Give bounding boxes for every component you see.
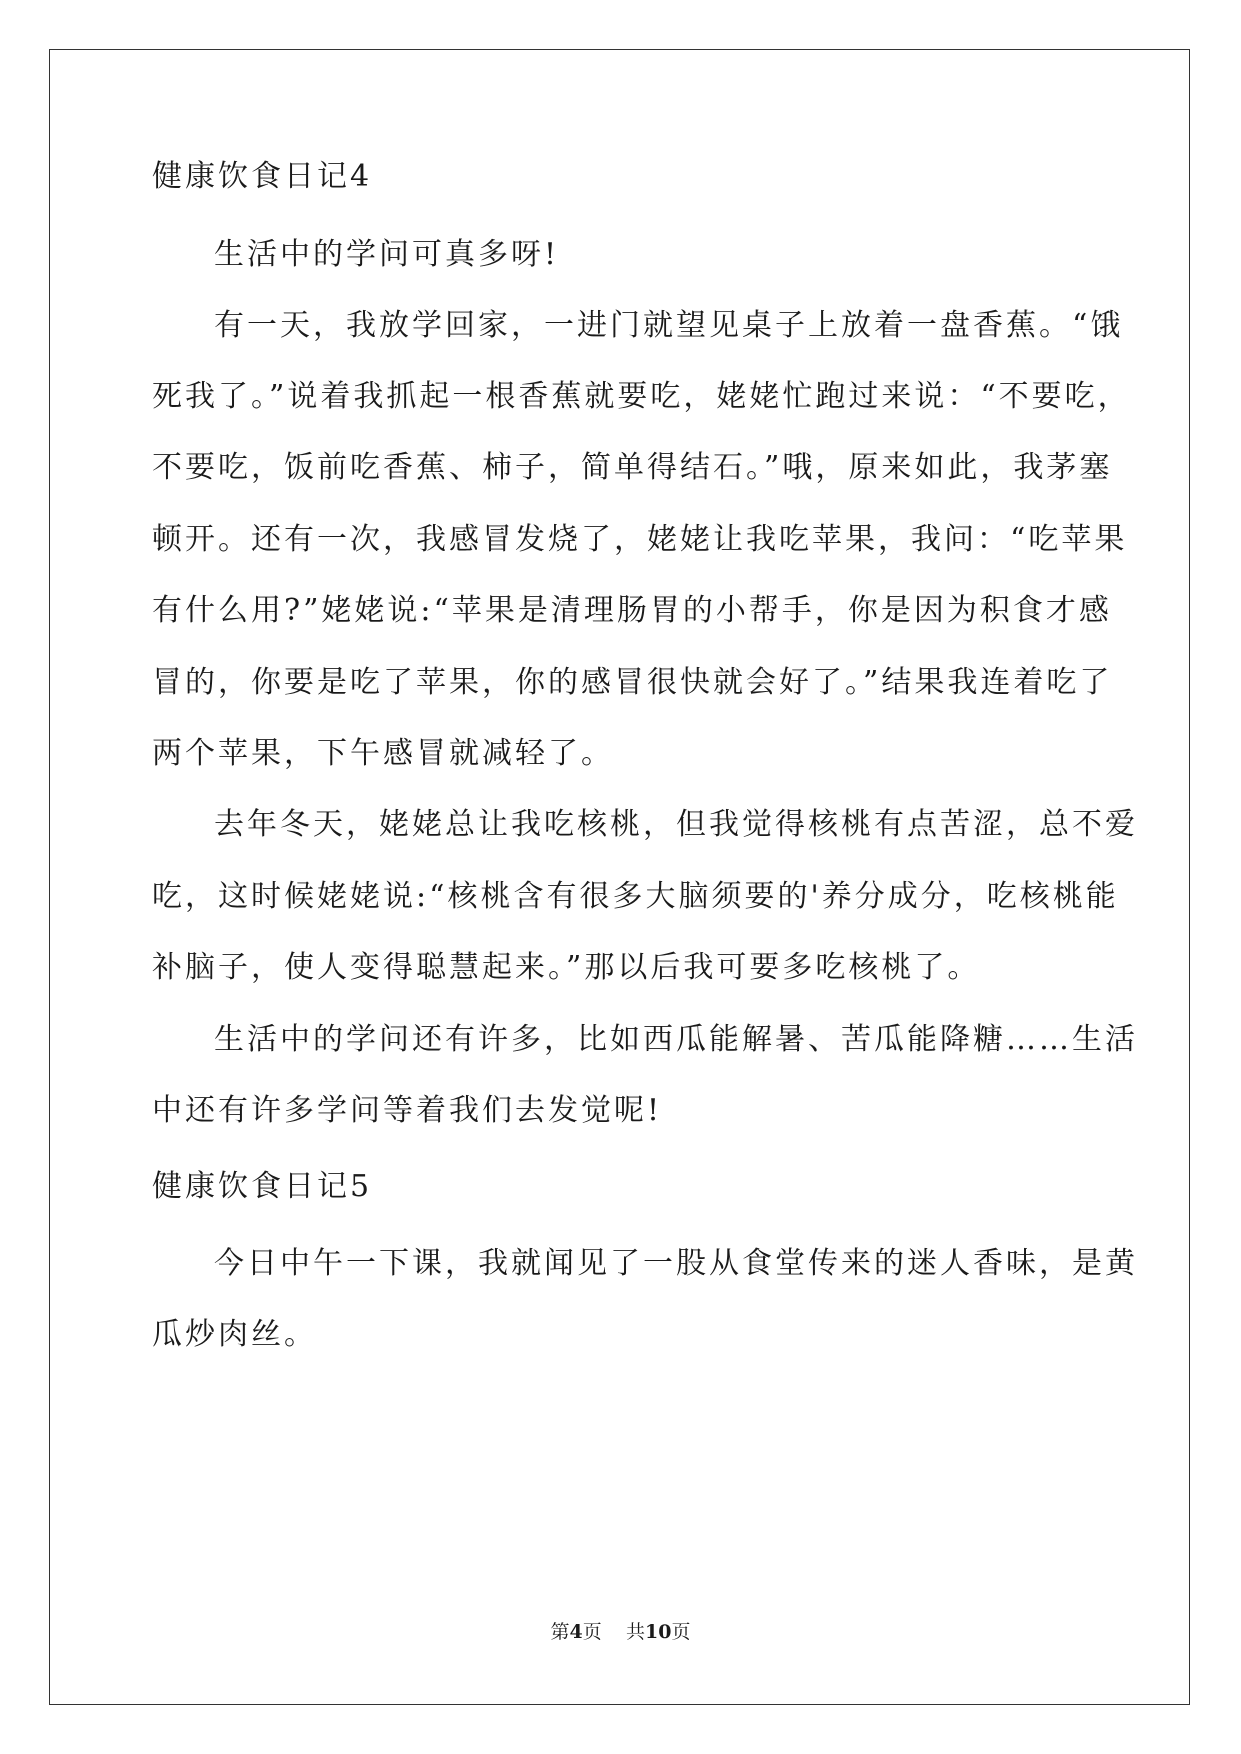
total-pages: 10 <box>644 1621 672 1643</box>
paragraph-line: 去年冬天，姥姥总让我吃核桃，但我觉得核桃有点苦涩，总不爱 <box>214 807 1138 842</box>
paragraph-line: 今日中午一下课，我就闻见了一股从食堂传来的迷人香味，是黄 <box>214 1246 1138 1281</box>
paragraph-line: 顿开。还有一次，我感冒发烧了，姥姥让我吃苹果，我问：“吃苹果 <box>152 522 1128 557</box>
paragraph-line: 有一天，我放学回家，一进门就望见桌子上放着一盘香蕉。“饿 <box>214 308 1124 343</box>
paragraph-line: 冒的，你要是吃了苹果，你的感冒很快就会好了。”结果我连着吃了 <box>152 665 1113 700</box>
footer-total-suffix: 页 <box>671 1621 691 1643</box>
paragraph-line: 吃，这时候姥姥说:“核桃含有很多大脑须要的'养分成分，吃核桃能 <box>152 879 1119 914</box>
paragraph-line: 两个苹果，下午感冒就减轻了。 <box>152 736 614 771</box>
section-heading-5: 健康饮食日记5 <box>152 1169 373 1204</box>
paragraph-line: 中还有许多学问等着我们去发觉呢! <box>152 1093 663 1128</box>
paragraph-line: 瓜炒肉丝。 <box>152 1317 317 1352</box>
paragraph-line: 死我了。”说着我抓起一根香蕉就要吃，姥姥忙跑过来说：“不要吃， <box>152 379 1131 414</box>
paragraph-line: 有什么用?”姥姥说:“苹果是清理肠胃的小帮手，你是因为积食才感 <box>152 593 1112 628</box>
paragraph-line: 生活中的学问还有许多，比如西瓜能解暑、苦瓜能降糖……生活 <box>214 1022 1138 1057</box>
paragraph-line: 补脑子，使人变得聪慧起来。”那以后我可要多吃核桃了。 <box>152 950 981 985</box>
footer-page-suffix: 页 <box>582 1621 602 1643</box>
footer-total-prefix: 共 <box>625 1621 645 1643</box>
paragraph-line: 不要吃，饭前吃香蕉、柿子，简单得结石。”哦，原来如此，我茅塞 <box>152 450 1113 485</box>
page-number: 4 <box>569 1621 583 1643</box>
paragraph-line: 生活中的学问可真多呀! <box>214 237 560 272</box>
page-footer <box>0 1620 1241 1644</box>
section-heading-4: 健康饮食日记4 <box>152 159 373 194</box>
footer-prefix: 第 <box>550 1621 570 1643</box>
page-border <box>49 49 1190 1705</box>
